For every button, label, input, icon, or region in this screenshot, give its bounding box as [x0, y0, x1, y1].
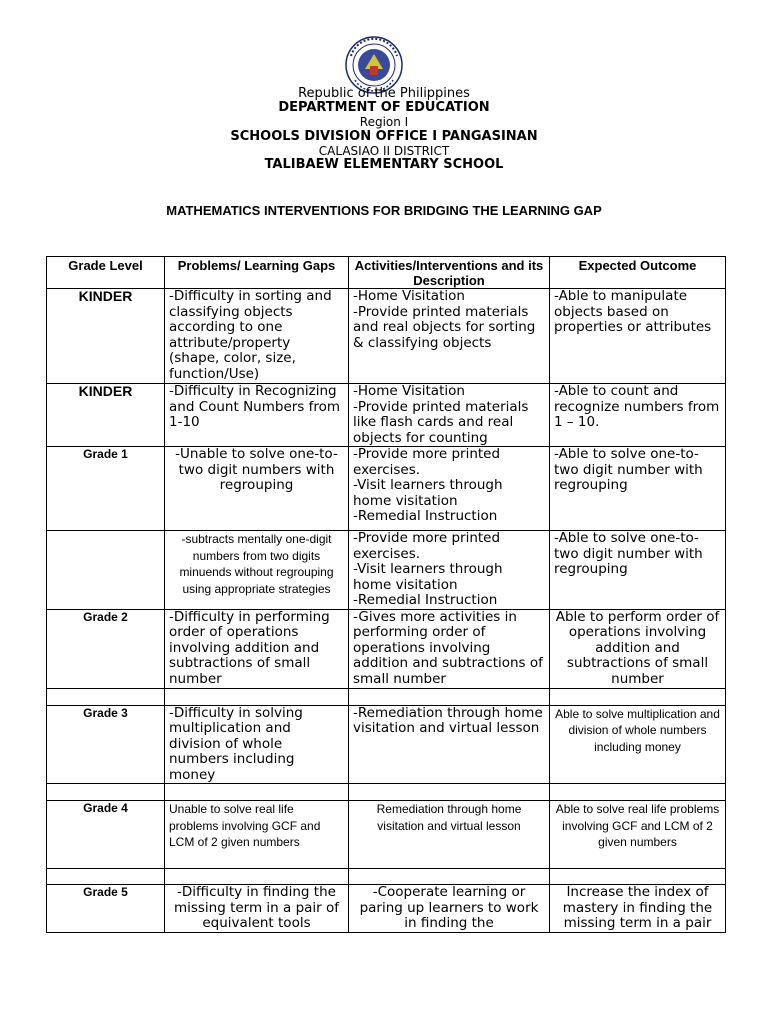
problem-cell: Unable to solve real life problems involving GCF and LCM of 2 given numbers	[165, 801, 349, 869]
table-row	[47, 801, 726, 869]
outcome-cell: -Able to count and recognize numbers from 1 – 10.	[550, 384, 726, 447]
outcome-cell: Able to solve multiplication and division of whole numbers including money	[550, 705, 726, 784]
activity-cell: -Home Visitation -Provide printed materials like flash cards and real objects for counting	[349, 384, 550, 447]
table-header-row	[47, 257, 726, 289]
grade-cell	[47, 688, 165, 705]
table-row	[47, 784, 726, 801]
header-grade-level: Grade Level	[47, 257, 165, 289]
division-line: SCHOOLS DIVISION OFFICE I PANGASINAN	[230, 129, 538, 144]
activity-cell	[349, 688, 550, 705]
grade-cell	[47, 869, 165, 885]
activity-cell: -Home Visitation -Provide printed materials and real objects for sorting & classifying objects	[349, 289, 550, 384]
problem-cell: -Difficulty in solving multiplication and division of whole numbers including money	[165, 705, 349, 784]
table-row	[47, 688, 726, 705]
grade-cell: KINDER	[47, 289, 165, 384]
document-title: MATHEMATICS INTERVENTIONS FOR BRIDGING THE LEARNING GAP	[166, 203, 602, 218]
problem-cell: -Difficulty in performing order of operations involving addition and subtractions of small number	[165, 609, 349, 688]
table-row	[47, 289, 726, 384]
grade-cell: Grade 2	[47, 609, 165, 688]
outcome-cell	[550, 688, 726, 705]
grade-cell: Grade 5	[47, 885, 165, 933]
grade-cell: Grade 3	[47, 705, 165, 784]
outcome-cell: Able to perform order of operations involving addition and subtractions of small number	[550, 609, 726, 688]
problem-cell	[165, 688, 349, 705]
header-expected-outcome: Expected Outcome	[550, 257, 726, 289]
outcome-cell: -Able to solve one-to-two digit number with regrouping	[550, 531, 726, 610]
district-line: CALASIAO II DISTRICT	[318, 144, 450, 158]
problem-cell: -Difficulty in sorting and classifying objects according to one attribute/property (shape, color, size, function/Use)	[165, 289, 349, 384]
grade-cell	[47, 784, 165, 801]
school-name: TALIBAEW ELEMENTARY SCHOOL	[264, 157, 504, 172]
activity-cell	[349, 784, 550, 801]
header-activities: Activities/Interventions and its Description	[349, 257, 550, 289]
outcome-cell: -Able to manipulate objects based on properties or attributes	[550, 289, 726, 384]
outcome-cell: Increase the index of mastery in finding the missing term in a pair	[550, 885, 726, 933]
activity-cell: -Provide more printed exercises. -Visit learners through home visitation -Remedial Instruction	[349, 447, 550, 531]
outcome-cell	[550, 784, 726, 801]
region-line: Region I	[359, 115, 409, 129]
activity-cell: Remediation through home visitation and virtual lesson	[349, 801, 550, 869]
interventions-table	[46, 256, 726, 933]
activity-cell: -Remediation through home visitation and virtual lesson	[349, 705, 550, 784]
table-row	[47, 609, 726, 688]
table-row	[47, 447, 726, 531]
outcome-cell: Able to solve real life problems involving GCF and LCM of 2 given numbers	[550, 801, 726, 869]
problem-cell	[165, 784, 349, 801]
department-line: DEPARTMENT OF EDUCATION	[278, 100, 490, 115]
header-problems: Problems/ Learning Gaps	[165, 257, 349, 289]
problem-cell: -Difficulty in finding the missing term in a pair of equivalent tools	[165, 885, 349, 933]
problem-cell: -Unable to solve one-to-two digit numbers with regrouping	[165, 447, 349, 531]
problem-cell	[165, 869, 349, 885]
grade-cell	[47, 531, 165, 610]
grade-cell: Grade 4	[47, 801, 165, 869]
table-row	[47, 531, 726, 610]
outcome-cell	[550, 869, 726, 885]
problem-cell: -subtracts mentally one-digit numbers from two digits minuends without regrouping using appropriate strategies	[165, 531, 349, 610]
table-row	[47, 705, 726, 784]
grade-cell: Grade 1	[47, 447, 165, 531]
activity-cell: -Provide more printed exercises. -Visit learners through home visitation -Remedial Instruction	[349, 531, 550, 610]
problem-cell: -Difficulty in Recognizing and Count Numbers from 1-10	[165, 384, 349, 447]
activity-cell	[349, 869, 550, 885]
activity-cell: -Cooperate learning or paring up learners to work in finding the	[349, 885, 550, 933]
table-row	[47, 384, 726, 447]
table-row	[47, 885, 726, 933]
grade-cell: KINDER	[47, 384, 165, 447]
republic-line: Republic of the Philippines	[298, 86, 470, 101]
table-row	[47, 869, 726, 885]
outcome-cell: -Able to solve one-to-two digit number with regrouping	[550, 447, 726, 531]
activity-cell: -Gives more activities in performing order of operations involving addition and subtractions of small number	[349, 609, 550, 688]
